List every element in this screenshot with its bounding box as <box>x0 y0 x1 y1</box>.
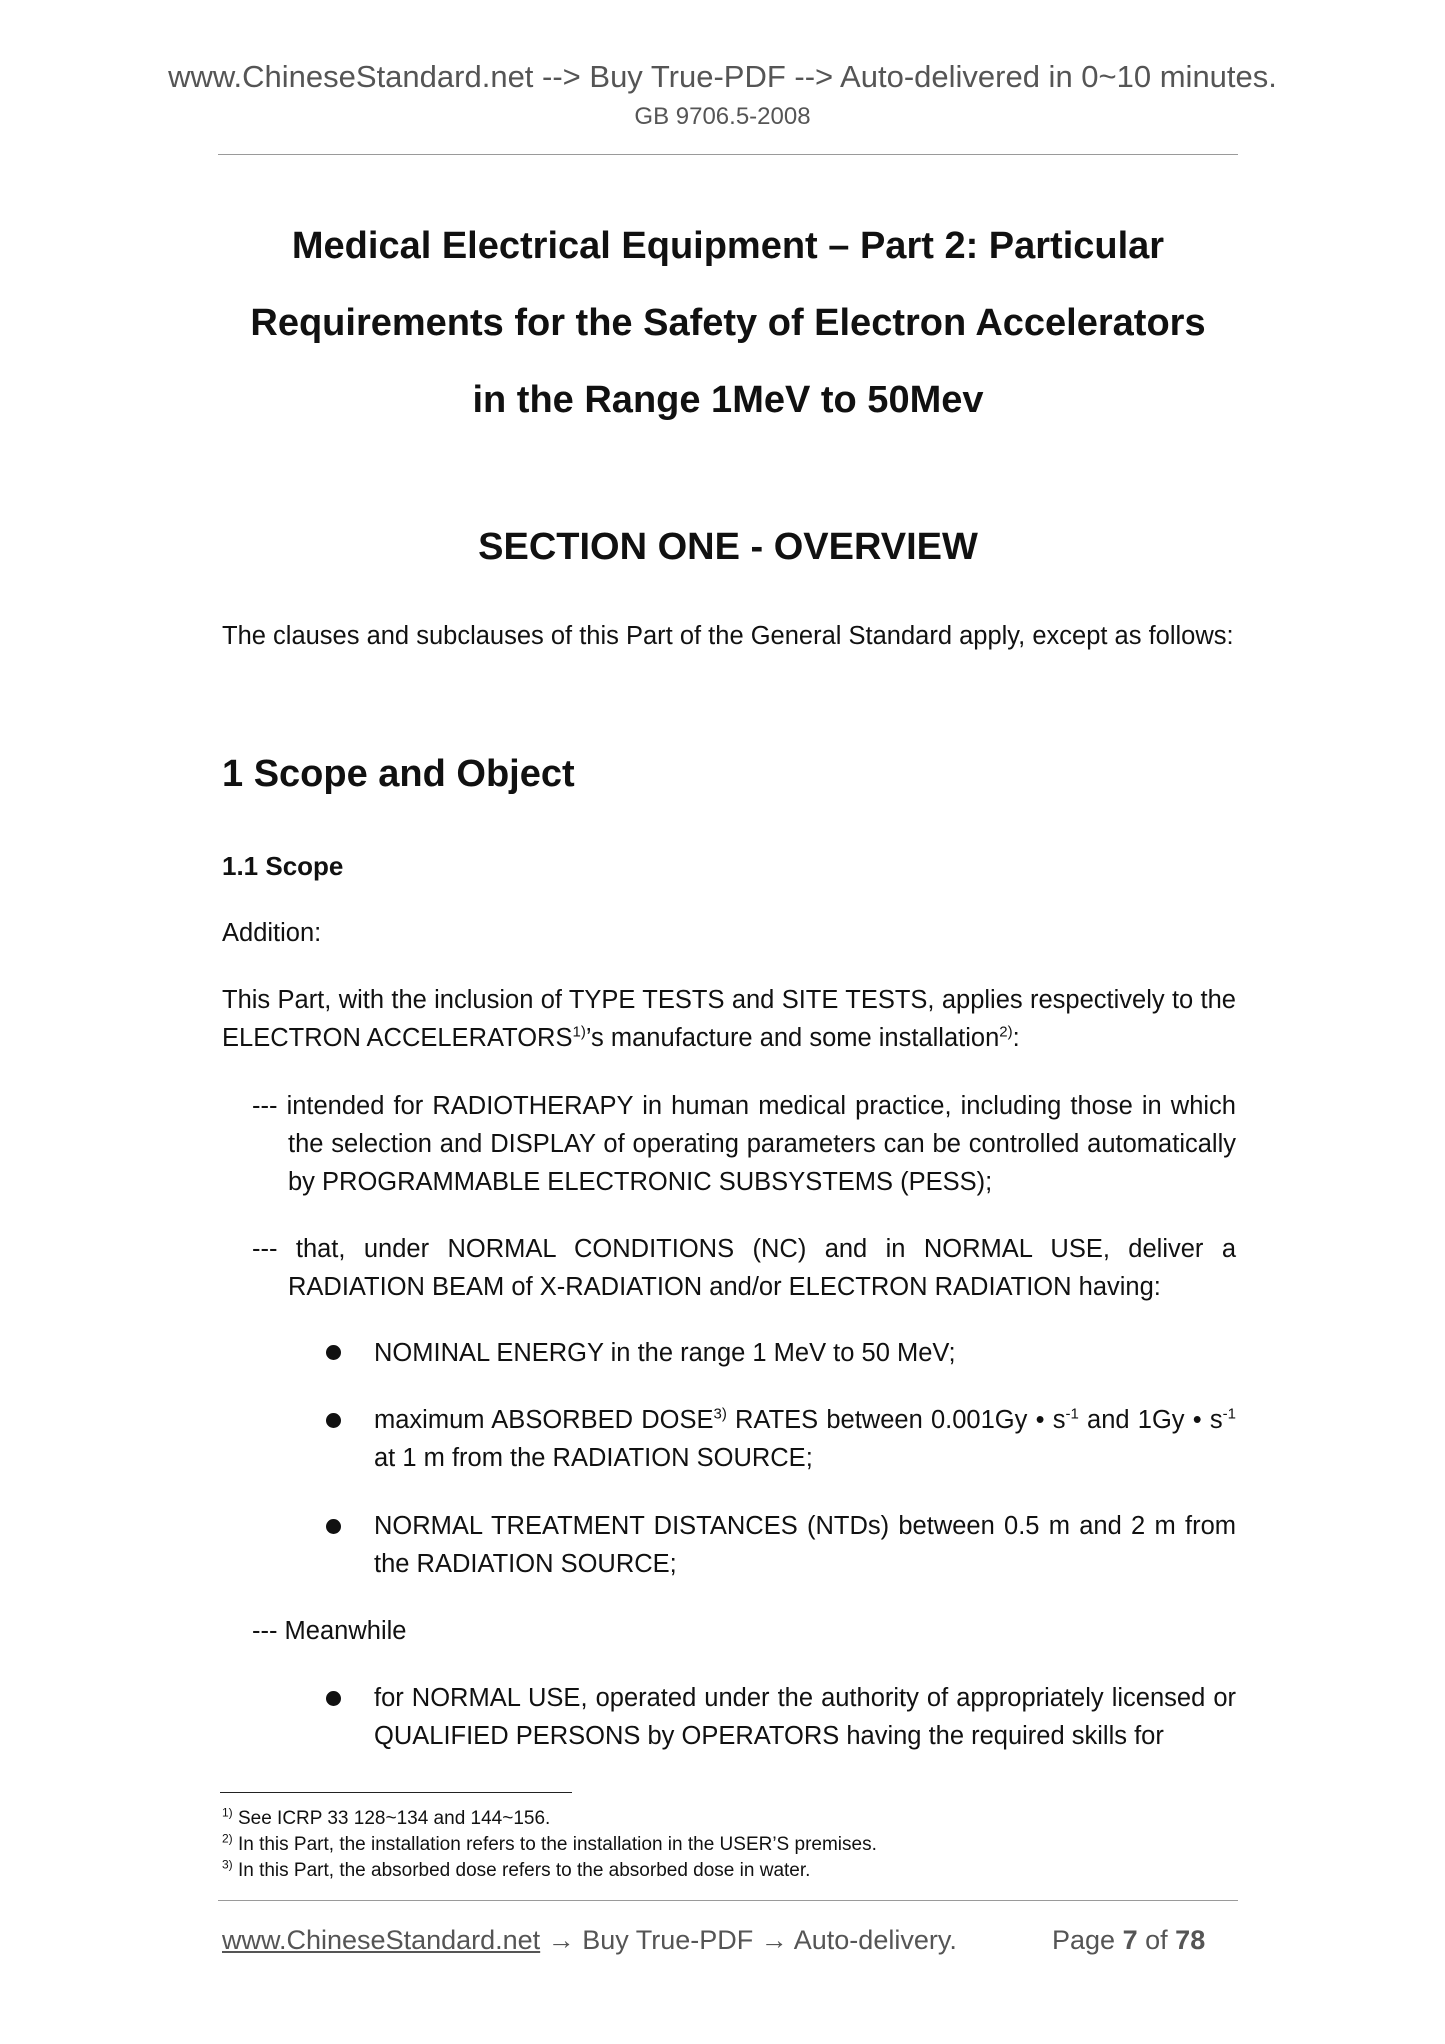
scope-text-b: ’s manufacture and some installation <box>585 1024 1000 1052</box>
header-divider <box>218 154 1238 155</box>
clause-heading: 1 Scope and Object <box>222 753 575 795</box>
footnote-ref-3: 3) <box>713 1405 727 1423</box>
footer-buy-text: Buy True-PDF <box>582 1925 754 1955</box>
bullet-nominal-energy: NOMINAL ENERGY in the range 1 MeV to 50 MeV; <box>374 1339 956 1367</box>
footer-site-link[interactable]: www.ChineseStandard.net <box>222 1925 541 1955</box>
arrow-right-icon: → <box>753 1925 794 1955</box>
title-line-2: Requirements for the Safety of Electron Accelerators <box>250 302 1206 344</box>
page-of-label: of <box>1145 1925 1168 1955</box>
dash-item-radiotherapy: --- intended for RADIOTHERAPY in human medical practice, including those in which the selection and DISPLAY of operating parameters can be controlled automatically by PROGRAMMABLE ELECTRONIC SUBSYSTEMS (PESS); <box>252 1092 1236 1196</box>
exponent: -1 <box>1065 1405 1079 1423</box>
dose-text-c: and 1Gy • s <box>1078 1406 1223 1434</box>
section-heading: SECTION ONE - OVERVIEW <box>478 526 978 568</box>
dose-text-b: RATES between 0.001Gy • s <box>726 1406 1066 1434</box>
footnote-ref-1: 1) <box>572 1023 586 1041</box>
footnote-text: In this Part, the absorbed dose refers to the absorbed dose in water. <box>232 1860 811 1881</box>
footer-divider <box>218 1900 1238 1901</box>
footnote-ref-2: 2) <box>999 1023 1013 1041</box>
document-title <box>218 208 1238 439</box>
footnote-mark: 3) <box>222 1857 233 1872</box>
scope-text-c: : <box>1012 1024 1020 1052</box>
footnote-divider <box>220 1792 572 1793</box>
footnote-text: See ICRP 33 128~134 and 144~156. <box>232 1808 551 1829</box>
exponent: -1 <box>1222 1405 1236 1423</box>
bullet-icon <box>326 1413 341 1428</box>
scope-text-a: This Part, with the inclusion of TYPE TESTS and SITE TESTS, applies respectively to the ELECTRON ACCELERATORS <box>222 986 1236 1052</box>
header-banner: www.ChineseStandard.net --> Buy True-PDF --> Auto-delivered in 0~10 minutes. <box>168 59 1277 94</box>
page-total: 78 <box>1175 1925 1206 1955</box>
intro-paragraph: The clauses and subclauses of this Part of the General Standard apply, except as follows: <box>222 622 1234 650</box>
bullet-icon <box>326 1519 341 1534</box>
bullet-normal-use: for NORMAL USE, operated under the authority of appropriately licensed or QUALIFIED PERSONS by OPERATORS having the required skills for <box>374 1684 1236 1750</box>
scope-paragraph <box>222 981 1236 1057</box>
dash-item-meanwhile: --- Meanwhile <box>252 1617 407 1645</box>
bullet-absorbed-dose <box>374 1401 1236 1477</box>
dash-item-normal-conditions: --- that, under NORMAL CONDITIONS (NC) and in NORMAL USE, deliver a RADIATION BEAM of X-RADIATION and/or ELECTRON RADIATION having: <box>252 1235 1236 1301</box>
dose-text-a: maximum ABSORBED DOSE <box>374 1406 714 1434</box>
subclause-heading: 1.1 Scope <box>222 851 344 881</box>
footnote-mark: 1) <box>222 1805 233 1820</box>
footer-delivery-text: Auto-delivery. <box>793 1925 957 1955</box>
title-line-3: in the Range 1MeV to 50Mev <box>472 379 984 421</box>
page-label: Page <box>1052 1925 1116 1955</box>
footnote-text: In this Part, the installation refers to the installation in the USER’S premises. <box>232 1834 877 1855</box>
footnote-2 <box>222 1832 877 1857</box>
standard-number: GB 9706.5-2008 <box>634 103 811 130</box>
arrow-right-icon: → <box>540 1925 583 1955</box>
footnote-1 <box>222 1806 550 1831</box>
page-current: 7 <box>1122 1925 1138 1955</box>
dose-text-d: at 1 m from the RADIATION SOURCE; <box>374 1444 813 1472</box>
bullet-icon <box>326 1691 341 1706</box>
title-line-1: Medical Electrical Equipment – Part 2: Particular <box>291 225 1165 267</box>
addition-label: Addition: <box>222 919 322 947</box>
footer-links <box>222 1923 957 1957</box>
footnote-3 <box>222 1858 810 1883</box>
bullet-icon <box>326 1345 341 1360</box>
bullet-treatment-distances: NORMAL TREATMENT DISTANCES (NTDs) between 0.5 m and 2 m from the RADIATION SOURCE; <box>374 1512 1236 1578</box>
footnote-mark: 2) <box>222 1831 233 1846</box>
page-number <box>1052 1923 1205 1957</box>
